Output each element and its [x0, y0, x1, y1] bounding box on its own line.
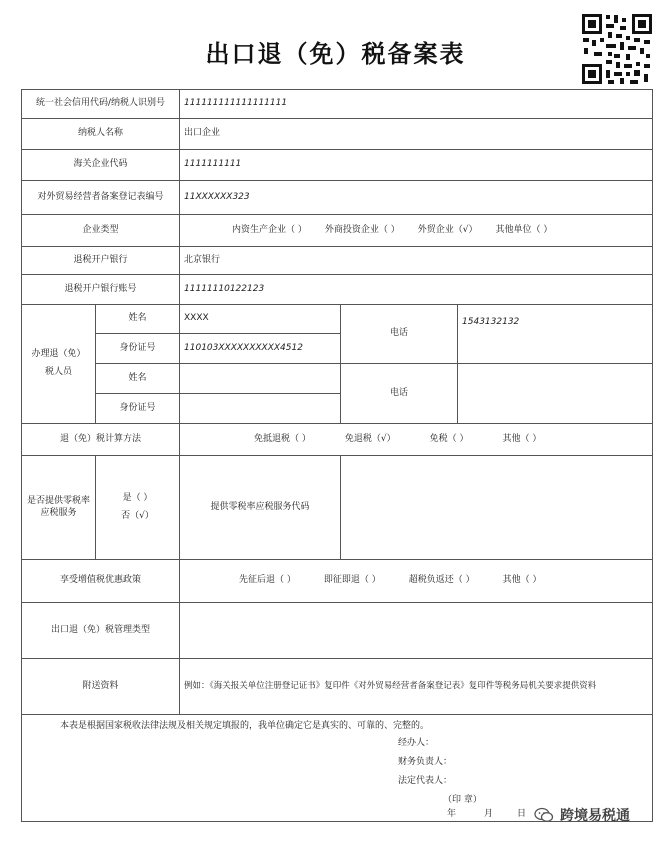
refund-bank-value: 北京银行	[180, 247, 653, 275]
handler1-phone-label: 电话	[341, 305, 458, 364]
refund-account-value: 11111110122123	[180, 275, 653, 305]
refund-bank-label: 退税开户银行	[22, 247, 180, 275]
refund-account-label: 退税开户银行账号	[22, 275, 180, 305]
vat-option-burden-return[interactable]: 超税负返还（ ）	[408, 575, 475, 586]
date-day-label: 日	[517, 809, 527, 819]
enterprise-option-other[interactable]: 其他单位（ ）	[495, 224, 553, 235]
attachments-value: 例如：《海关报关单位注册登记证书》复印件《对外贸易经营者备案登记表》复印件等税务局机关要求提供资料	[180, 659, 653, 715]
calc-method-options	[180, 424, 653, 456]
calc-option-exempt[interactable]: 免税（ ）	[429, 433, 469, 444]
credit-code-label: 统一社会信用代码/纳税人识别号	[22, 90, 180, 119]
customs-code-value: 1111111111	[180, 150, 653, 181]
handler1-name-value: XXXX	[180, 305, 341, 334]
legal-rep-signature-label: 法定代表人：	[398, 776, 453, 786]
enterprise-type-options	[180, 215, 653, 247]
zero-rate-yes[interactable]: 是（ ）	[122, 492, 153, 503]
seal-label: （印 章）	[443, 795, 482, 805]
credit-code-value: 111111111111111111	[180, 90, 653, 119]
vat-option-levy-refund[interactable]: 先征后退（ ）	[239, 575, 296, 586]
enterprise-option-foreign[interactable]: 外商投资企业（ ）	[324, 224, 400, 235]
enterprise-option-domestic[interactable]: 内资生产企业（ ）	[232, 224, 307, 235]
handler2-name-label: 姓名	[96, 364, 180, 394]
trade-reg-label: 对外贸易经营者备案登记表编号	[22, 181, 180, 215]
zero-rate-code-label: 提供零税率应税服务代码	[180, 456, 341, 560]
handler2-phone-value[interactable]	[458, 364, 653, 424]
handler1-id-value: 110103XXXXXXXXXX4512	[180, 334, 341, 364]
taxpayer-name-label: 纳税人名称	[22, 119, 180, 150]
handler1-id-label: 身份证号	[96, 334, 180, 364]
qr-code-icon	[580, 12, 654, 86]
filing-form-table	[21, 89, 653, 822]
handler2-phone-label: 电话	[341, 364, 458, 424]
watermark-text: 跨境易税通	[560, 808, 630, 824]
mgmt-type-label: 出口退（免）税管理类型	[22, 603, 180, 659]
handler-group-label-line1: 办理退（免）	[31, 349, 86, 360]
date-month-label: 月	[484, 809, 494, 819]
enterprise-type-label: 企业类型	[22, 215, 180, 247]
calc-method-label: 退（免）税计算方法	[22, 424, 180, 456]
trade-reg-value: 11XXXXXX323	[180, 181, 653, 215]
customs-code-label: 海关企业代码	[22, 150, 180, 181]
wechat-logo-icon	[534, 807, 554, 823]
handler2-name-value[interactable]	[180, 364, 341, 394]
vat-policy-label: 享受增值税优惠政策	[22, 560, 180, 603]
handler-signature-label: 经办人：	[398, 738, 435, 748]
calc-option-other[interactable]: 其他（ ）	[502, 433, 542, 444]
enterprise-option-trade[interactable]: 外贸企业（√）	[417, 224, 478, 235]
zero-rate-choices	[96, 456, 180, 560]
mgmt-type-value[interactable]	[180, 603, 653, 659]
date-year-label: 年	[447, 809, 457, 819]
zero-rate-code-value[interactable]	[341, 456, 653, 560]
taxpayer-name-value: 出口企业	[180, 119, 653, 150]
handler2-id-label: 身份证号	[96, 394, 180, 424]
handler1-phone-value: 1543132132	[458, 305, 653, 364]
vat-policy-options	[180, 560, 653, 603]
zero-rate-label: 是否提供零税率应税服务	[22, 456, 96, 560]
form-title: 出口退（免）税备案表	[205, 40, 466, 68]
vat-option-other[interactable]: 其他（ ）	[502, 575, 542, 586]
handler-group-label	[22, 305, 96, 424]
handler2-id-value[interactable]	[180, 394, 341, 424]
watermark	[534, 805, 630, 825]
zero-rate-no[interactable]: 否（√）	[121, 510, 154, 521]
vat-option-immediate-refund[interactable]: 即征即退（ ）	[323, 575, 381, 586]
finance-signature-label: 财务负责人：	[398, 757, 453, 767]
declaration-statement: 本表是根据国家税收法律法规及相关规定填报的，我单位确定它是真实的、可靠的、完整的。	[60, 721, 430, 731]
handler-group-label-line2: 税人员	[44, 367, 72, 377]
handler1-name-label: 姓名	[96, 305, 180, 334]
calc-option-exempt-refund[interactable]: 免退税（√）	[344, 433, 396, 444]
attachments-label: 附送资料	[22, 659, 180, 715]
calc-option-exempt-credit[interactable]: 免抵退税（ ）	[254, 433, 311, 444]
